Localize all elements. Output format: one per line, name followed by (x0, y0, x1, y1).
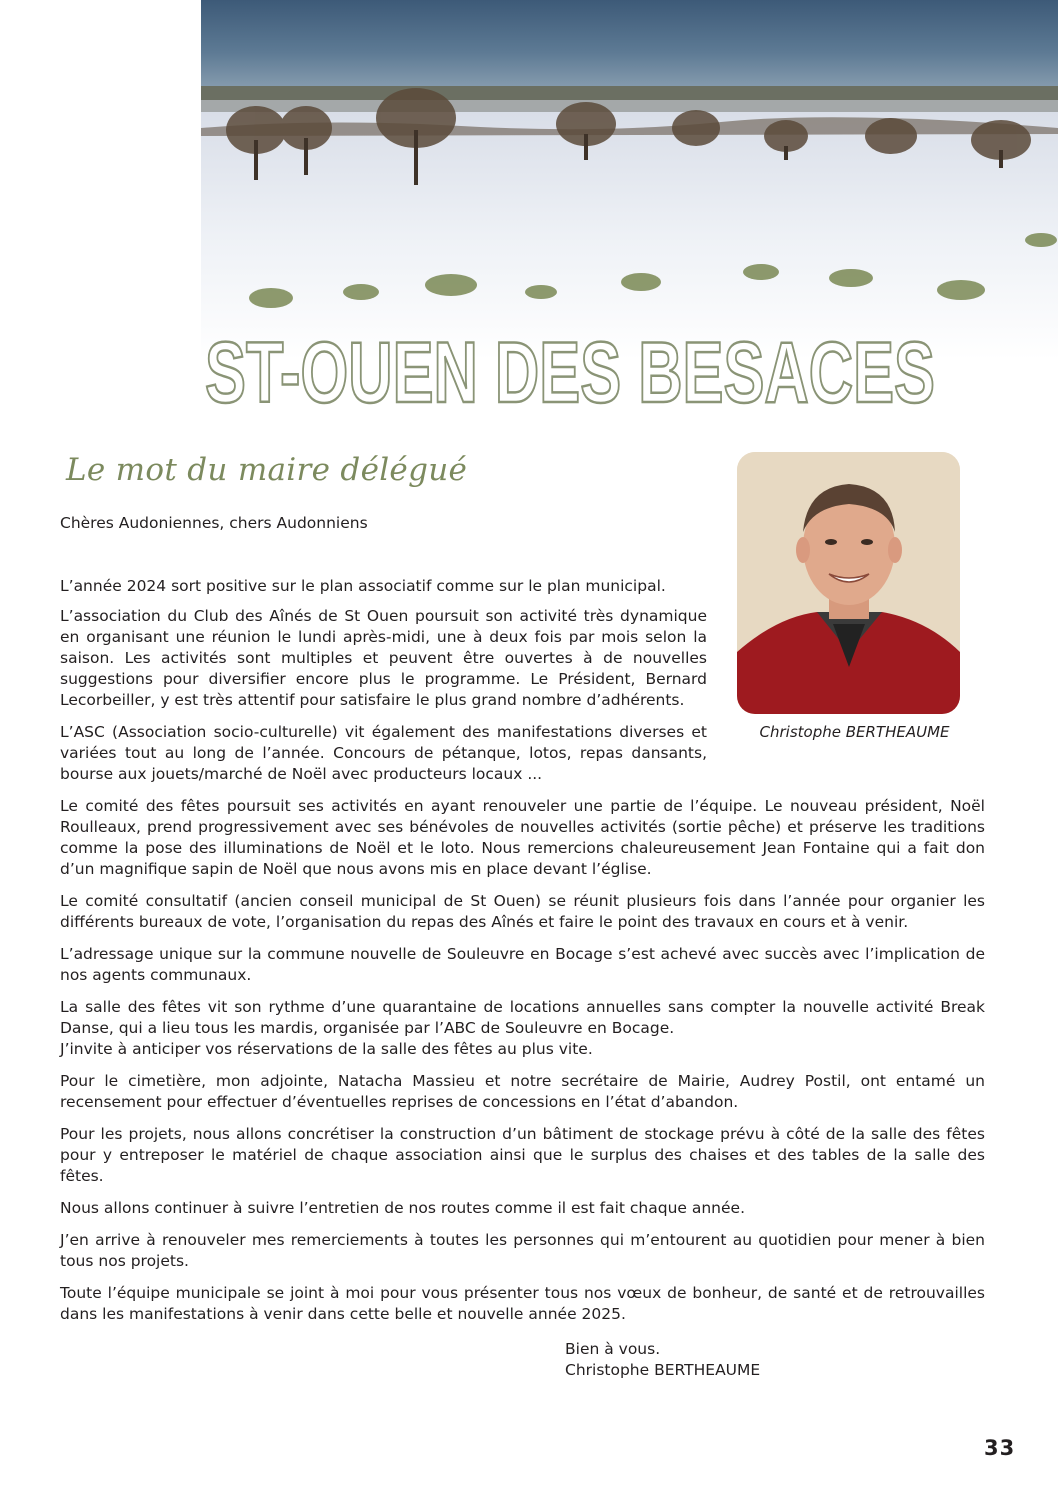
page-number: 33 (984, 1436, 1016, 1460)
paragraph: Toute l’équipe municipale se joint à moi pour vous présenter tous nos vœux de bonheur, de santé et de retrouvailles dans les manifestations à venir dans cette belle et nouvelle année 2025. (60, 1284, 985, 1323)
page-title-text: ST-OUEN DES BESACES (205, 325, 935, 421)
snowy-landscape-image (201, 0, 1058, 360)
header-landscape-photo (201, 0, 1058, 360)
paragraph: Pour le cimetière, mon adjointe, Natacha Massieu et notre secrétaire de Mairie, Audrey Postil, ont entamé un recensement pour effectuer d’éventuelles reprises de concessions en l’état d’abandon. (60, 1072, 985, 1111)
page-title (205, 322, 965, 421)
portrait-caption: Christophe BERTHEAUME (759, 723, 950, 741)
article-body-wide (60, 796, 985, 1336)
paragraph: Pour les projets, nous allons concrétiser la construction d’un bâtiment de stockage prévu à côté de la salle des fêtes pour y entreposer le matériel de chaque association ainsi que le surplus des chaises et des tables de la salle des fêtes. (60, 1125, 985, 1185)
paragraph: L’adressage unique sur la commune nouvelle de Souleuvre en Bocage s’est achevé avec succès avec l’implication de nos agents communaux. (60, 945, 985, 984)
paragraph: L’ASC (Association socio-culturelle) vit également des manifestations diverses et variées tout au long de l’année. Concours de pétanque, lotos, repas dansants, bourse aux jouets/marché de Noël avec producteurs locaux ... (60, 723, 707, 783)
signoff-closing: Bien à vous. (565, 1340, 661, 1358)
portrait-image (737, 452, 960, 714)
paragraph: L’association du Club des Aînés de St Ouen poursuit son activité très dynamique en organisant une réunion le lundi après-midi, une à deux fois par mois selon la saison. Les activités sont multiples et peuvent être ouvertes à de nouvelles suggestions pour diversifier encore plus le programme. Le Président, Bernard Lecorbeiller, y est très attentif pour satisfaire le plus grand nombre d’adhérents. (60, 607, 707, 709)
greeting: Chères Audoniennes, chers Audonniens (60, 514, 368, 532)
signoff-name: Christophe BERTHEAUME (565, 1361, 761, 1379)
paragraph: Le comité des fêtes poursuit ses activités en ayant renouveler une partie de l’équipe. Le nouveau président, Noël Roulleaux, prend progressivement avec ses bénévoles de nouvelles activités (sortie pêche) et préserve les traditions comme la pose des illuminations de Noël et le loto. Nous remercions chaleureusement Jean Fontaine qui a fait don d’un magnifique sapin de Noël que nous avons mis en place devant l’église. (60, 797, 985, 878)
mayor-portrait-photo (737, 452, 960, 714)
article-body-narrow (60, 576, 707, 796)
paragraph: La salle des fêtes vit son rythme d’une quarantaine de locations annuelles sans compter la nouvelle activité Break Danse, qui a lieu tous les mardis, organisée par l’ABC de Souleuvre en Bocage. J’invite à anticiper vos réservations de la salle des fêtes au plus vite. (60, 998, 985, 1058)
paragraph: Nous allons continuer à suivre l’entretien de nos routes comme il est fait chaque année. (60, 1199, 745, 1217)
paragraph: Le comité consultatif (ancien conseil municipal de St Ouen) se réunit plusieurs fois dans l’année pour organier les différents bureaux de vote, l’organisation du repas des Aînés et faire le point des travaux en cours et à venir. (60, 892, 985, 931)
article-heading: Le mot du maire délégué (66, 452, 468, 488)
signoff (565, 1339, 760, 1381)
paragraph: J’en arrive à renouveler mes remerciements à toutes les personnes qui m’entourent au quotidien pour mener à bien tous nos projets. (60, 1231, 985, 1270)
paragraph: L’année 2024 sort positive sur le plan associatif comme sur le plan municipal. (60, 577, 666, 595)
